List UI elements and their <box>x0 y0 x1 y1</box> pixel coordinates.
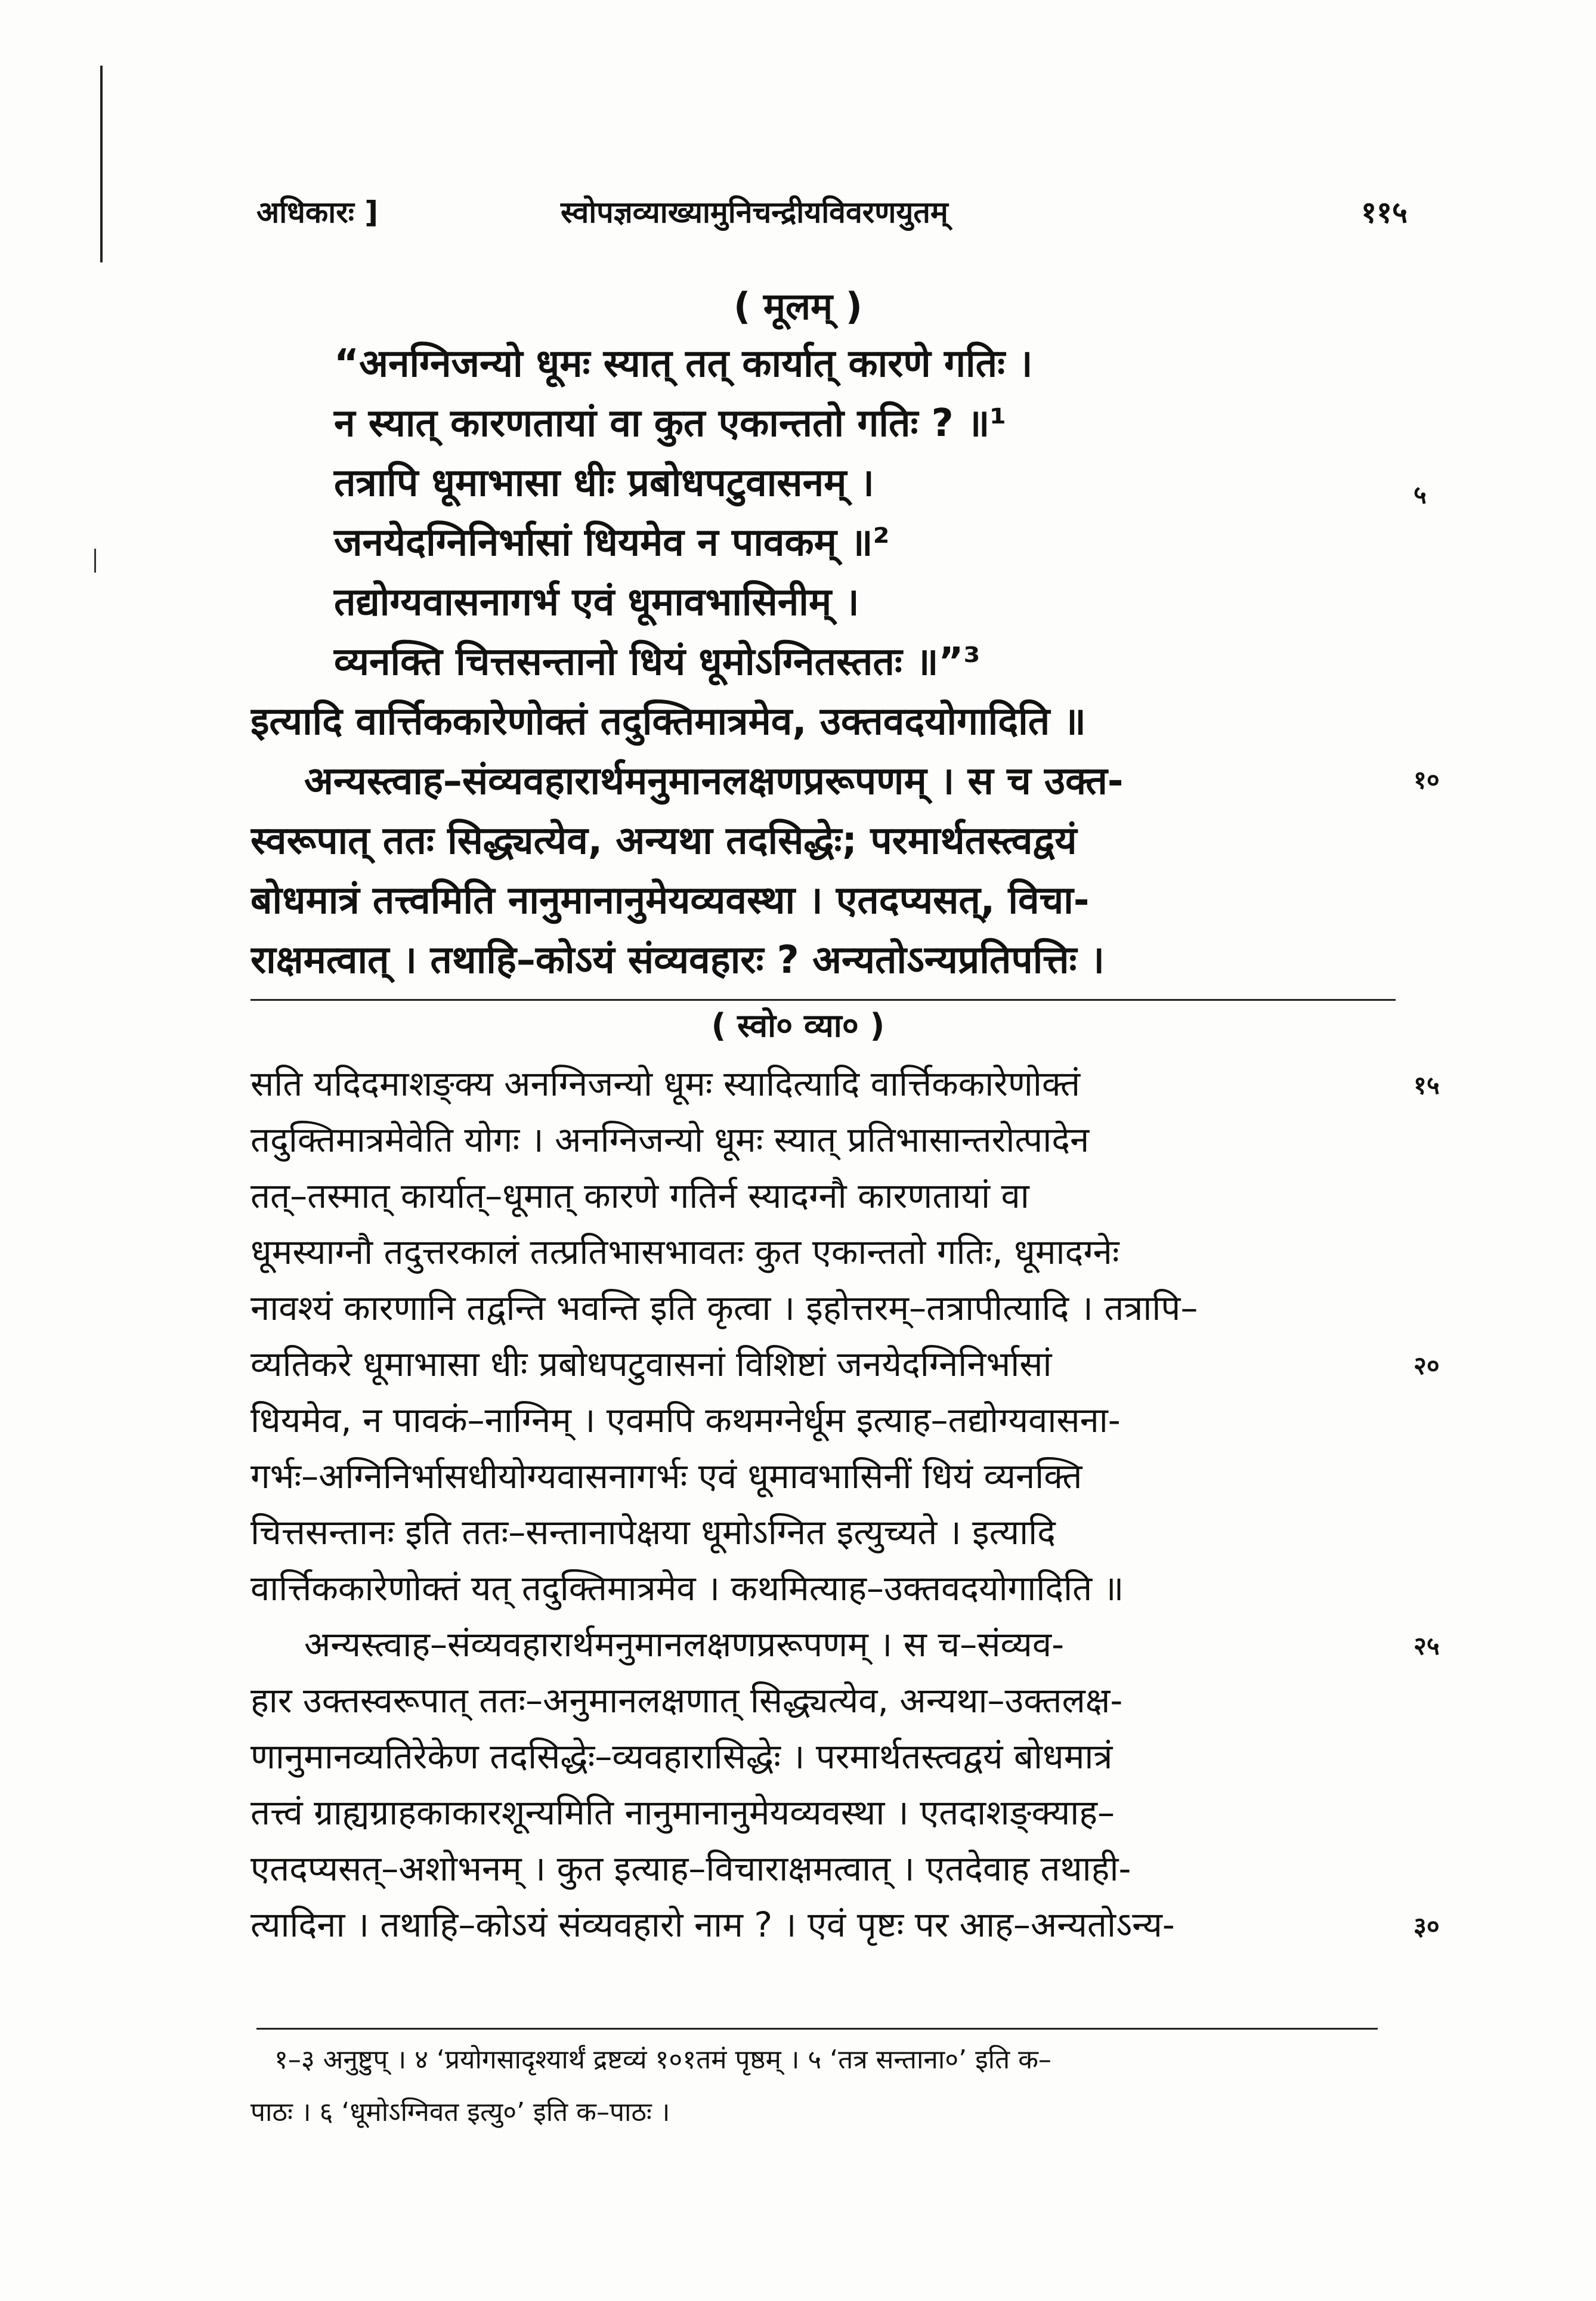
verse-line: न स्यात् कारणतायां वा कुत एकान्ततो गतिः ? ॥¹ <box>334 401 1007 446</box>
prose-line: राक्षमत्वात् । तथाहि–कोऽयं संव्यवहारः ? अन्यतोऽन्यप्रतिपत्तिः । <box>250 938 1105 982</box>
commentary-line: धूमस्याग्नौ तदुत्तरकालं तत्प्रतिभासभावतः कुत एकान्ततो गतिः, धूमादग्नेः <box>250 1232 1119 1272</box>
commentary-heading: ( स्वो० व्या० ) <box>711 1007 885 1044</box>
footnote-line: १–३ अनुष्टुप् । ४ ‘प्रयोगसादृश्यार्थं द्रष्टव्यं १०१तमं पृष्ठम् । ५ ‘तत्र सन्ताना०’ इति क– <box>274 2045 1051 2075</box>
line-number: ५ <box>1413 480 1427 509</box>
line-number: २५ <box>1413 1631 1440 1660</box>
commentary-line: धियमेव, न पावकं–नाग्निम् । एवमपि कथमग्नेर्धूम इत्याह–तद्योग्यवासना- <box>250 1400 1121 1440</box>
commentary-line: हार उक्तस्वरूपात् ततः–अनुमानलक्षणात् सिद्ध्यत्येव, अन्यथा–उक्तलक्ष- <box>250 1680 1123 1721</box>
commentary-line: एतदप्यसत्–अशोभनम् । कुत इत्याह–विचाराक्षमत्वात् । एतदेवाह तथाही- <box>250 1848 1131 1889</box>
commentary-line: णानुमानव्यतिरेकेण तदसिद्धेः–व्यवहारासिद्धेः । परमार्थतस्त्वद्वयं बोधमात्रं <box>250 1736 1113 1777</box>
prose-line: स्वरूपात् ततः सिद्ध्यत्येव, अन्यथा तदसिद्धेः; परमार्थतस्त्वद्वयं <box>250 819 1077 863</box>
verse-block <box>334 334 1467 692</box>
verse-line: “अनग्निजन्यो धूमः स्यात् तत् कार्यात् कारणे गतिः । <box>334 342 1033 386</box>
verse-line: व्यनक्ति चित्तसन्तानो धियं धूमोऽग्नितस्ततः ॥”³ <box>334 640 981 684</box>
margin-mark <box>94 549 96 573</box>
page-edge-line <box>100 66 103 262</box>
commentary-line: त्यादिना । तथाहि–कोऽयं संव्यवहारो नाम ? । एवं पृष्टः पर आह–अन्यतोऽन्य- <box>250 1904 1175 1945</box>
mulam-prose <box>250 692 1396 990</box>
running-header <box>256 179 1408 239</box>
verse-line: तद्योग्यवासनागर्भ एवं धूमावभासिनीम् । <box>334 580 859 624</box>
line-number: १५ <box>1413 1071 1440 1100</box>
line-number: ३० <box>1413 1912 1440 1941</box>
prose-line: इत्यादि वार्त्तिककारेणोक्तं तदुक्तिमात्रमेव, उक्तवदयोगादिति ॥ <box>250 700 1086 744</box>
header-left: अधिकारः ] <box>256 195 379 230</box>
commentary-line: अन्यस्त्वाह–संव्यवहारार्थमनुमानलक्षणप्ररूपणम् । स च–संव्यव- <box>304 1624 1065 1665</box>
prose-line: बोधमात्रं तत्त्वमिति नानुमानानुमेयव्यवस्था । एतदप्यसत्, विचा- <box>250 879 1090 923</box>
footnotes <box>250 2034 1402 2139</box>
commentary-line: गर्भः–अग्निनिर्भासधीयोग्यवासनागर्भः एवं धूमावभासिनीं धियं व्यनक्ति <box>250 1456 1082 1496</box>
line-number: १० <box>1413 765 1440 794</box>
prose-line: अन्यस्त्वाह–संव्यवहारार्थमनुमानलक्षणप्ररूपणम् । स च उक्त- <box>304 759 1124 803</box>
mulam-heading: ( मूलम् ) <box>733 284 863 328</box>
commentary-line: तत्–तस्मात् कार्यात्–धूमात् कारणे गतिर्न स्यादग्नौ कारणतायां वा <box>250 1176 1029 1216</box>
commentary-line: वार्त्तिककारेणोक्तं यत् तदुक्तिमात्रमेव । कथमित्याह–उक्तवदयोगादिति ॥ <box>250 1568 1124 1609</box>
commentary <box>250 1056 1396 1953</box>
verse-line: जनयेदग्निनिर्भासां धियमेव न पावकम् ॥² <box>334 521 890 565</box>
commentary-line: नावश्यं कारणानि तद्वन्ति भवन्ति इति कृत्वा । इहोत्तरम्–तत्रापीत्यादि । तत्रापि– <box>250 1288 1198 1328</box>
header-title: स्वोपज्ञव्याख्यामुनिचन्द्रीयविवरणयुतम् <box>561 195 948 230</box>
commentary-line: तत्त्वं ग्राह्यग्राहकाकारशून्यमिति नानुमानानुमेयव्यवस्था । एतदाशङ्क्याह– <box>250 1792 1115 1833</box>
commentary-line: चित्तसन्तानः इति ततः–सन्तानापेक्षया धूमोऽग्नित इत्युच्यते । इत्यादि <box>250 1512 1056 1552</box>
footnote-divider <box>256 2028 1378 2030</box>
section-divider <box>250 999 1396 1001</box>
footnote-line: पाठः । ६ ‘धूमोऽग्निवत इत्यु०’ इति क–पाठः । <box>250 2097 670 2127</box>
commentary-line: व्यतिकरे धूमाभासा धीः प्रबोधपटुवासनां विशिष्टां जनयेदग्निनिर्भासां <box>250 1344 1052 1384</box>
commentary-line: सति यदिदमाशङ्क्य अनग्निजन्यो धूमः स्यादित्यादि वार्त्तिककारेणोक्तं <box>250 1063 1081 1104</box>
page-number: ११५ <box>1361 195 1408 230</box>
line-number: २० <box>1413 1351 1440 1380</box>
commentary-line: तदुक्तिमात्रमेवेति योगः । अनग्निजन्यो धूमः स्यात् प्रतिभासान्तरोत्पादेन <box>250 1119 1090 1160</box>
verse-line: तत्रापि धूमाभासा धीः प्रबोधपटुवासनम् । <box>334 461 874 505</box>
